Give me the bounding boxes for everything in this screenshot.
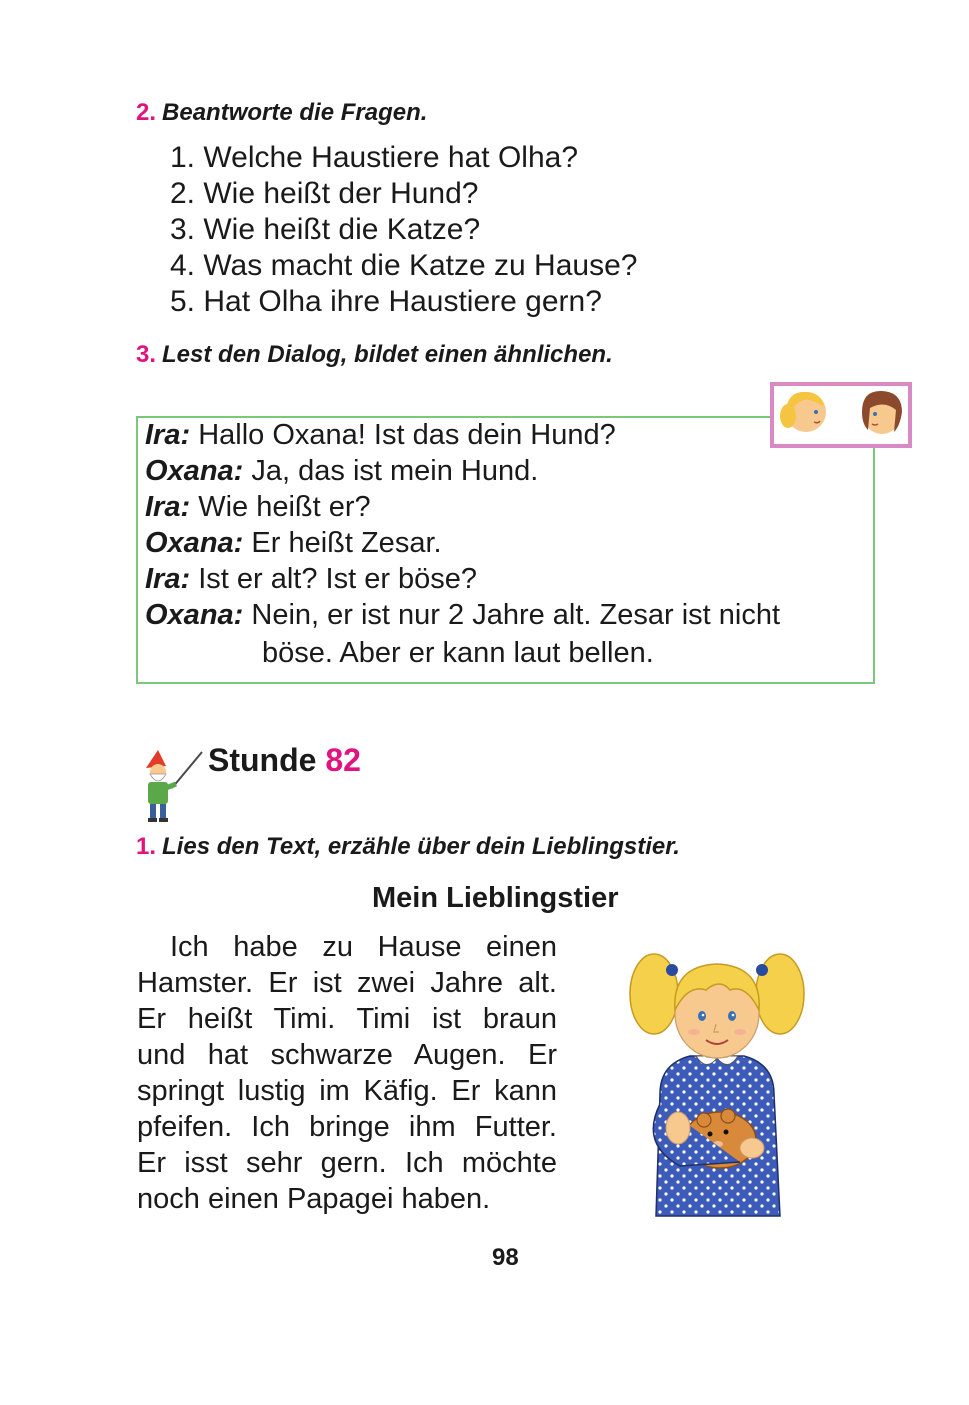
- heads-icon: [774, 386, 908, 444]
- text-line: Hamster. Er ist zwei Jahre alt.: [137, 967, 557, 999]
- question-item: 5. Hat Olha ihre Haustiere gern?: [170, 285, 602, 318]
- lesson-label: Stunde: [208, 742, 317, 778]
- lesson-number: 82: [325, 742, 361, 778]
- task-2-heading: [136, 99, 427, 127]
- dialog-text: Nein, er ist nur 2 Jahre alt. Zesar ist nicht: [243, 599, 781, 631]
- dialog-text: Er heißt Zesar.: [243, 527, 442, 559]
- speaker-name: Ira:: [145, 419, 191, 451]
- task-instruction: Lest den Dialog, bildet einen ähnlichen.: [162, 341, 613, 368]
- speaker-name: Oxana:: [145, 455, 244, 487]
- dialog-line: [145, 419, 616, 452]
- girl-with-hamster-illustration: [620, 944, 810, 1224]
- question-item: 3. Wie heißt die Katze?: [170, 213, 481, 246]
- task-number: 2.: [136, 99, 157, 126]
- dialog-line: [145, 599, 780, 632]
- speaker-name: Ira:: [145, 563, 191, 595]
- girl-hamster-icon: [620, 944, 810, 1219]
- dialog-text: Ja, das ist mein Hund.: [243, 455, 539, 487]
- task-instruction: Lies den Text, erzähle über dein Lieblingstier.: [162, 833, 680, 860]
- text-line: pfeifen. Ich bringe ihm Futter.: [137, 1111, 557, 1143]
- question-list: [170, 140, 637, 320]
- speaker-name: Ira:: [145, 491, 191, 523]
- lesson-heading: [208, 742, 361, 779]
- two-girls-heads-illustration: [770, 382, 912, 448]
- text-line: noch einen Papagei haben.: [137, 1183, 491, 1215]
- text-line: und hat schwarze Augen. Er: [137, 1039, 557, 1071]
- text-title: Mein Lieblingstier: [372, 882, 619, 914]
- page-number: 98: [492, 1244, 519, 1271]
- question-item: 2. Wie heißt der Hund?: [170, 177, 479, 210]
- dialog-text: Hallo Oxana! Ist das dein Hund?: [190, 419, 616, 451]
- task-1-heading: [136, 833, 680, 861]
- dialog-line: [145, 563, 477, 596]
- question-item: 4. Was macht die Katze zu Hause?: [170, 249, 638, 282]
- text-line: Ich habe zu Hause einen: [170, 931, 557, 963]
- text-line: springt lustig im Käfig. Er kann: [137, 1075, 557, 1107]
- task-3-heading: [136, 341, 613, 369]
- task-number: 3.: [136, 341, 157, 368]
- dialog-text: Wie heißt er?: [190, 491, 371, 523]
- gnome-teacher-illustration: [136, 748, 206, 829]
- speaker-name: Oxana:: [145, 527, 244, 559]
- dialog-line: [145, 491, 371, 524]
- task-instruction: Beantworte die Fragen.: [162, 99, 428, 126]
- dialog-text: Ist er alt? Ist er böse?: [190, 563, 478, 595]
- question-item: 1. Welche Haustiere hat Olha?: [170, 141, 579, 174]
- text-line: Er heißt Timi. Timi ist braun: [137, 1003, 557, 1035]
- gnome-icon: [136, 748, 206, 824]
- task-number: 1.: [136, 833, 157, 860]
- speaker-name: Oxana:: [145, 599, 244, 631]
- dialog-line: [145, 455, 538, 488]
- text-line: Er isst sehr gern. Ich möchte: [137, 1147, 557, 1179]
- dialog-continuation: böse. Aber er kann laut bellen.: [262, 637, 654, 669]
- dialog-line: [145, 527, 442, 560]
